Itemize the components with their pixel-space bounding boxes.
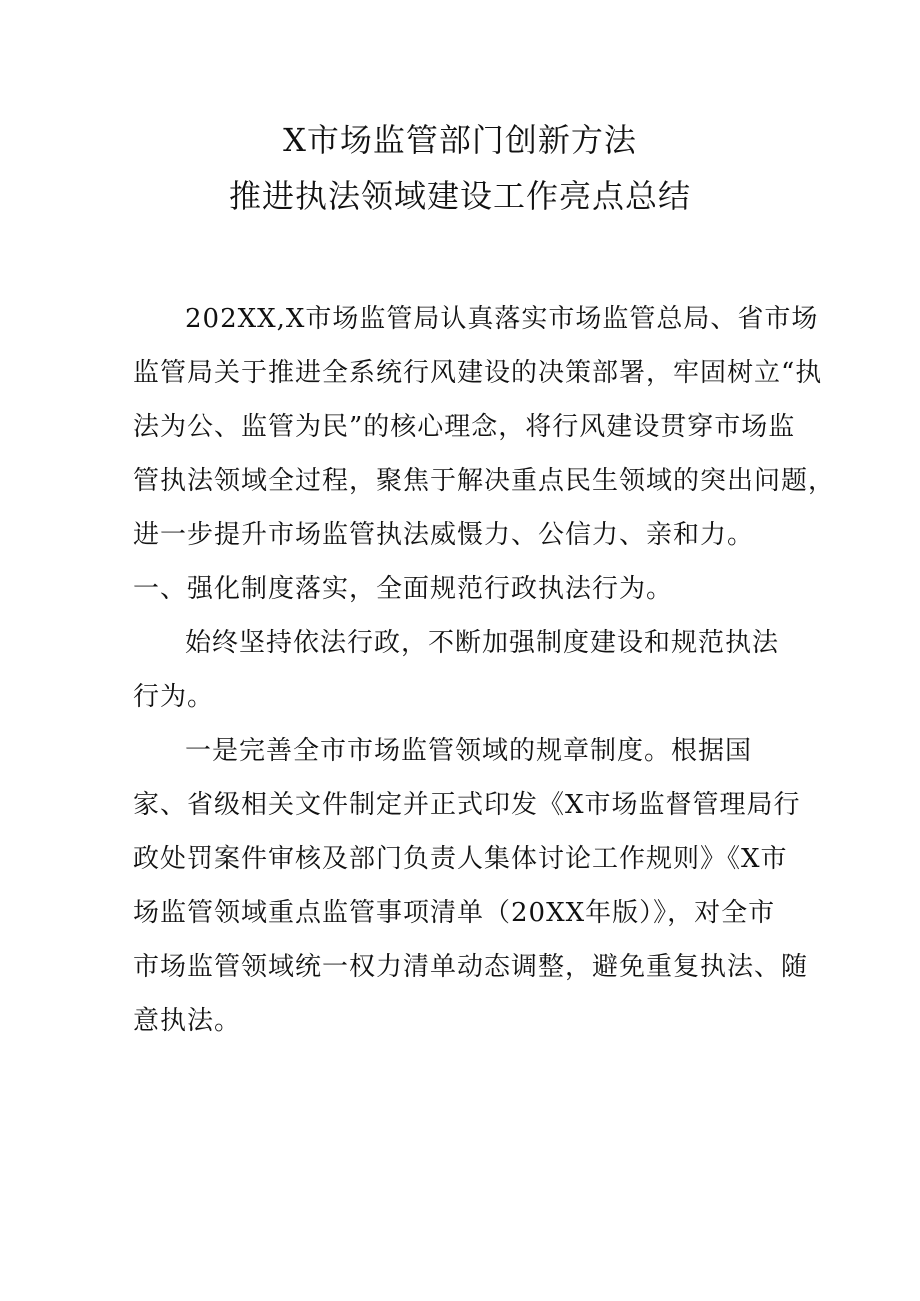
intro-paragraph-line: 管执法领域全过程，聚焦于解决重点民生领域的突出问题， <box>133 466 836 496</box>
intro-paragraph-line: 202XX,X市场监管局认真落实市场监管总局、省市场 <box>185 304 819 334</box>
intro-paragraph-line: 监管局关于推进全系统行风建设的决策部署，牢固树立“执 <box>133 358 823 388</box>
section-heading-1: 一、强化制度落实，全面规范行政执法行为。 <box>133 574 674 604</box>
title-line-2: 推进执法领域建设工作亮点总结 <box>228 177 691 215</box>
point-paragraph-line: 场监管领域重点监管事项清单（20XX年版）》，对全市 <box>133 898 776 928</box>
document-body <box>133 292 836 1048</box>
point-paragraph-line: 家、省级相关文件制定并正式印发《X市场监督管理局行 <box>133 790 801 820</box>
intro-paragraph-line: 法为公、监管为民”的核心理念，将行风建设贯穿市场监 <box>133 412 796 442</box>
intro-paragraph-line: 进一步提升市场监管执法威慑力、公信力、亲和力。 <box>133 520 755 550</box>
point-paragraph-line: 政处罚案件审核及部门负责人集体讨论工作规则》《X市 <box>133 844 788 874</box>
document-title <box>0 112 920 224</box>
point-paragraph-line: 市场监管领域统一权力清单动态调整，避免重复执法、随 <box>133 952 809 982</box>
point-paragraph-line: 一是完善全市市场监管领域的规章制度。根据国 <box>185 736 753 766</box>
title-line-1: X市场监管部门创新方法 <box>283 121 637 159</box>
point-paragraph-line: 意执法。 <box>133 1006 242 1036</box>
section-paragraph-line: 始终坚持依法行政，不断加强制度建设和规范执法 <box>185 628 780 658</box>
section-paragraph-line: 行为。 <box>133 682 215 712</box>
